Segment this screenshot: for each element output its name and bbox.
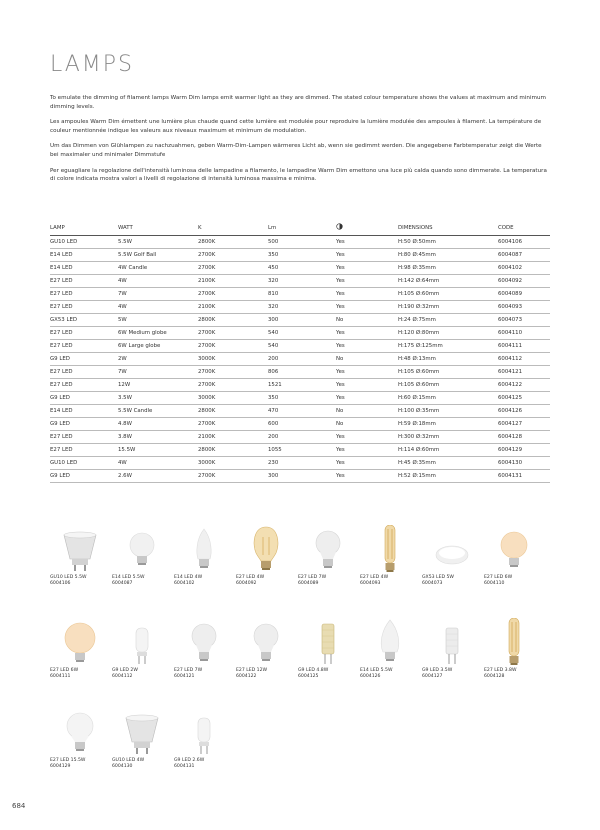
cell-lumen: 806 [268,368,279,375]
cell-watt: 15.5W [118,447,136,454]
table-row [50,365,550,378]
cell-dimensions: H:60 Ø:15mm [398,395,436,402]
cell-dimensions: H:48 Ø:13mm [398,355,436,362]
cell-dimensions: H:59 Ø:18mm [398,421,436,428]
cell-dimensions: H:24 Ø:75mm [398,316,436,323]
cell-lumen: 1055 [268,447,282,454]
cell-code: 6004125 [498,395,523,402]
col-lumen: Lm [268,224,277,231]
cell-dimmable: Yes [336,342,345,349]
cell-lumen: 540 [268,329,279,336]
cell-watt: 6W Medium globe [118,329,167,336]
cell-watt: 2W [118,355,127,362]
cell-dimensions: H:80 Ø:45mm [398,251,436,258]
cell-dimmable: Yes [336,434,345,441]
product-caption [174,668,202,680]
cell-code: 6004110 [498,329,523,336]
product-code: 6004111 [50,674,71,679]
product-name: E27 LED 4W [236,575,265,580]
product-card [174,525,236,595]
lamp-image [50,525,110,573]
table-body [50,235,550,483]
bulb-icon [112,708,172,756]
product-name: E27 LED 4W [360,575,389,580]
bulb-icon [50,708,110,756]
product-name: E27 LED 3.8W [484,668,517,673]
product-code: 6004093 [360,581,381,586]
cell-watt: 3.8W [118,434,132,441]
cell-lamp: G9 LED [50,473,70,480]
bulb-icon [112,618,172,666]
cell-dimensions: H:175 Ø:125mm [398,342,443,349]
cell-watt: 4W [118,277,127,284]
cell-lamp: E27 LED [50,290,73,297]
cell-dimensions: H:300 Ø:32mm [398,434,440,441]
lamp-image [484,525,544,573]
table-row [50,326,550,339]
product-code: 6004089 [298,581,319,586]
cell-lamp: E14 LED [50,264,73,271]
cell-dimensions: H:50 Ø:50mm [398,238,436,245]
cell-dimensions: H:190 Ø:32mm [398,303,440,310]
cell-dimmable: Yes [336,329,345,336]
product-name: E14 LED 5.5W [360,668,393,673]
product-caption [484,668,517,680]
cell-lumen: 500 [268,238,279,245]
product-caption [112,668,138,680]
product-card [484,525,546,595]
cell-kelvin: 2100K [198,434,216,441]
lamp-image [50,708,110,756]
cell-kelvin: 2800K [198,408,216,415]
lamp-image [484,618,544,666]
cell-watt: 5.5W [118,238,132,245]
product-code: 6004128 [484,674,505,679]
cell-dimmable: Yes [336,395,345,402]
cell-kelvin: 2700K [198,382,216,389]
lamp-image [174,525,234,573]
product-card [50,525,112,595]
bulb-icon [174,708,234,756]
cell-watt: 5W [118,316,127,323]
cell-watt: 6W Large globe [118,342,161,349]
product-code: 6004106 [50,581,71,586]
cell-kelvin: 3000K [198,395,216,402]
cell-dimmable: Yes [336,251,345,258]
product-caption [174,575,202,587]
product-name: E27 LED 7W [174,668,203,673]
product-code: 6004110 [484,581,505,586]
cell-lumen: 230 [268,460,279,467]
cell-lumen: 470 [268,408,279,415]
product-code: 6004102 [174,581,195,586]
bulb-icon [236,618,296,666]
cell-lamp: E14 LED [50,408,73,415]
table-row [50,261,550,274]
lamp-image [50,618,110,666]
cell-kelvin: 2100K [198,277,216,284]
cell-dimmable: No [336,421,344,428]
cell-dimmable: Yes [336,264,345,271]
cell-dimensions: H:105 Ø:60mm [398,382,440,389]
table-row [50,339,550,352]
product-code: 6004129 [50,764,71,769]
product-name: E27 LED 15.5W [50,758,86,763]
cell-code: 6004122 [498,382,523,389]
table-row [50,287,550,300]
product-caption [422,575,454,587]
bulb-icon [484,525,544,573]
cell-dimmable: Yes [336,277,345,284]
bulb-icon [174,618,234,666]
cell-lamp: GX53 LED [50,316,78,323]
cell-code: 6004089 [498,290,523,297]
cell-lumen: 300 [268,316,279,323]
intro-german: Um das Dimmen von Glühlampen zu nachzuahmen, geben Warm-Dim-Lampen wärmeres Licht ab, wenn sie gedimmt werden. Die angegebene Farbtemperatur zeigt die Werte bei maximaler und minimaler Dimmstufe [50,143,542,158]
cell-lamp: E27 LED [50,447,73,454]
cell-lamp: E27 LED [50,368,73,375]
cell-dimensions: H:142 Ø:64mm [398,277,440,284]
cell-lamp: E27 LED [50,303,73,310]
product-name: E27 LED 6W [484,575,513,580]
product-code: 6004121 [174,674,195,679]
product-card [174,618,236,688]
bulb-icon [112,525,172,573]
product-code: 6004092 [236,581,257,586]
table-row [50,248,550,261]
bulb-icon [50,618,110,666]
product-caption [484,575,512,587]
product-name: E14 LED 5.5W [112,575,145,580]
cell-kelvin: 2700K [198,368,216,375]
lamp-image [112,525,172,573]
product-name: G9 LED 2W [112,668,138,673]
cell-watt: 5.5W Golf Ball [118,251,157,258]
product-code: 6004130 [112,764,133,769]
cell-dimmable: Yes [336,460,345,467]
bulb-icon [422,618,482,666]
cell-lamp: G9 LED [50,355,70,362]
product-code: 6004126 [360,674,381,679]
product-card [50,708,112,778]
product-card [422,525,484,595]
cell-dimensions: H:105 Ø:60mm [398,290,440,297]
cell-dimensions: H:120 Ø:80mm [398,329,440,336]
lamp-image [298,618,358,666]
cell-watt: 4.8W [118,421,132,428]
cell-dimensions: H:52 Ø:15mm [398,473,436,480]
table-row [50,392,550,405]
product-card [174,708,236,778]
lamp-image [112,708,172,756]
cell-watt: 5.5W Candle [118,408,153,415]
product-card [112,525,174,595]
bulb-icon [174,525,234,573]
cell-lamp: E27 LED [50,434,73,441]
cell-code: 6004112 [498,355,523,362]
page-number: 684 [12,802,26,810]
cell-lumen: 1521 [268,382,282,389]
bulb-icon [298,525,358,573]
cell-watt: 4W [118,303,127,310]
product-card [236,618,298,688]
lamp-image [174,708,234,756]
product-card [50,618,112,688]
dimmable-icon [336,223,343,230]
cell-lumen: 540 [268,342,279,349]
cell-dimmable: No [336,316,344,323]
cell-lamp: G9 LED [50,395,70,402]
product-name: E27 LED 6W [50,668,79,673]
product-card [484,618,546,688]
product-card [360,525,422,595]
product-caption [112,575,145,587]
cell-watt: 3.5W [118,395,132,402]
product-name: GU10 LED 4W [112,758,145,763]
cell-kelvin: 2800K [198,238,216,245]
bulb-icon [50,525,110,573]
product-name: E27 LED 7W [298,575,327,580]
bulb-icon [298,618,358,666]
page-title: LAMPS [50,52,135,77]
intro-italian: Per eguagliare la regolazione dell'intensità luminosa delle lampadine a filamento, le lampadine Warm Dim emettono una luce più calda quando sono dimmerate. La temperatura di colore indicata mostra valori a livelli di regolazione di intensità luminosa massima e minima. [50,167,547,183]
col-dimensions: DIMENSIONS [398,224,433,231]
cell-code: 6004106 [498,238,523,245]
cell-lumen: 320 [268,303,279,310]
product-name: GU10 LED 5.5W [50,575,87,580]
table-row [50,352,550,365]
cell-lumen: 810 [268,290,279,297]
cell-kelvin: 2700K [198,251,216,258]
table-row [50,300,550,313]
product-code: 6004122 [236,674,257,679]
cell-lumen: 600 [268,421,279,428]
lamp-image [174,618,234,666]
table-row [50,457,550,470]
cell-lumen: 320 [268,277,279,284]
cell-kelvin: 2700K [198,473,216,480]
cell-watt: 12W [118,382,131,389]
cell-code: 6004127 [498,421,523,428]
cell-watt: 2.6W [118,473,132,480]
cell-lamp: G9 LED [50,421,70,428]
cell-code: 6004129 [498,447,523,454]
product-code: 6004087 [112,581,133,586]
cell-dimmable: No [336,408,344,415]
table-row [50,470,550,483]
product-card [112,708,174,778]
lamp-image [422,525,482,573]
product-card [112,618,174,688]
cell-lumen: 350 [268,251,279,258]
cell-lamp: E27 LED [50,382,73,389]
table-row [50,418,550,431]
cell-watt: 7W [118,368,127,375]
cell-lamp: E27 LED [50,277,73,284]
lamp-image [236,525,296,573]
cell-lamp: GU10 LED [50,460,78,467]
cell-kelvin: 2700K [198,290,216,297]
cell-code: 6004130 [498,460,523,467]
cell-code: 6004121 [498,368,523,375]
cell-code: 6004092 [498,277,523,284]
col-kelvin: K [198,224,202,231]
lamp-image [236,618,296,666]
cell-kelvin: 2800K [198,316,216,323]
product-caption [298,668,328,680]
product-caption [360,668,393,680]
cell-kelvin: 2700K [198,329,216,336]
cell-dimensions: H:114 Ø:60mm [398,447,440,454]
cell-kelvin: 2700K [198,342,216,349]
cell-kelvin: 2100K [198,303,216,310]
product-code: 6004125 [298,674,319,679]
cell-lumen: 450 [268,264,279,271]
cell-dimmable: Yes [336,382,345,389]
cell-code: 6004087 [498,251,523,258]
cell-code: 6004131 [498,473,523,480]
cell-kelvin: 2700K [198,264,216,271]
cell-dimmable: Yes [336,290,345,297]
cell-kelvin: 2700K [198,421,216,428]
table-row [50,444,550,457]
table-row [50,405,550,418]
product-caption [50,668,78,680]
product-card [360,618,422,688]
bulb-icon [484,618,544,666]
product-card [298,525,360,595]
intro-text [50,94,550,191]
cell-kelvin: 3000K [198,355,216,362]
cell-dimmable: Yes [336,473,345,480]
product-code: 6004073 [422,581,443,586]
cell-lumen: 200 [268,434,279,441]
cell-code: 6004073 [498,316,523,323]
cell-kelvin: 3000K [198,460,216,467]
col-dimmable [336,221,398,235]
cell-code: 6004102 [498,264,523,271]
bulb-icon [236,525,296,573]
lamp-image [298,525,358,573]
cell-code: 6004111 [498,342,523,349]
product-name: GX53 LED 5W [422,575,454,580]
table-row [50,274,550,287]
product-caption [422,668,452,680]
intro-english: To emulate the dimming of filament lamps Warm Dim lamps emit warmer light as they are dimmed. The stated colour temperature shows the values at maximum and minimum dimming levels. [50,95,546,110]
product-caption [360,575,388,587]
product-caption [174,758,204,770]
cell-lumen: 200 [268,355,279,362]
col-watt: WATT [118,224,133,231]
cell-watt: 4W [118,460,127,467]
cell-dimensions: H:100 Ø:35mm [398,408,440,415]
table-row [50,313,550,326]
table-row [50,235,550,248]
product-caption [236,668,267,680]
bulb-icon [360,618,420,666]
lamp-image [360,525,420,573]
cell-code: 6004093 [498,303,523,310]
product-caption [236,575,264,587]
table-header-row [50,221,550,235]
product-name: G9 LED 4.8W [298,668,329,673]
table-row [50,431,550,444]
cell-dimmable: No [336,355,344,362]
product-card [422,618,484,688]
table-row [50,379,550,392]
cell-lamp: GU10 LED [50,238,78,245]
cell-lumen: 350 [268,395,279,402]
cell-lamp: E27 LED [50,329,73,336]
product-name: G9 LED 3.5W [422,668,453,673]
product-caption [50,575,87,587]
cell-code: 6004126 [498,408,523,415]
cell-dimmable: Yes [336,368,345,375]
cell-dimmable: Yes [336,447,345,454]
product-code: 6004112 [112,674,133,679]
cell-dimensions: H:98 Ø:35mm [398,264,436,271]
product-card [236,525,298,595]
lamp-image [360,618,420,666]
cell-kelvin: 2800K [198,447,216,454]
cell-watt: 4W Candle [118,264,148,271]
cell-lumen: 300 [268,473,279,480]
bulb-icon [360,525,420,573]
cell-code: 6004128 [498,434,523,441]
cell-dimmable: Yes [336,303,345,310]
product-name: E14 LED 4W [174,575,203,580]
product-code: 6004131 [174,764,195,769]
cell-lamp: E27 LED [50,342,73,349]
lamp-image [422,618,482,666]
product-caption [50,758,85,770]
bulb-icon [422,525,482,573]
lamp-image [112,618,172,666]
product-name: G9 LED 2.6W [174,758,205,763]
product-card [298,618,360,688]
cell-dimensions: H:45 Ø:35mm [398,460,436,467]
product-name: E27 LED 12W [236,668,268,673]
product-caption [112,758,144,770]
col-lamp: LAMP [50,224,65,231]
cell-lamp: E14 LED [50,251,73,258]
col-code: CODE [498,224,514,231]
cell-dimensions: H:105 Ø:60mm [398,368,440,375]
lamp-spec-table [50,221,550,483]
product-caption [298,575,326,587]
cell-watt: 7W [118,290,127,297]
intro-french: Les ampoules Warm Dim émettent une lumière plus chaude quand cette lumière est modulée pour reproduire la lumière modulée des ampoules à filament. La température de couleur mentionnée indique les valeurs aux niveaux maximum et minimum de modulation. [50,119,542,134]
cell-dimmable: Yes [336,238,345,245]
product-code: 6004127 [422,674,443,679]
